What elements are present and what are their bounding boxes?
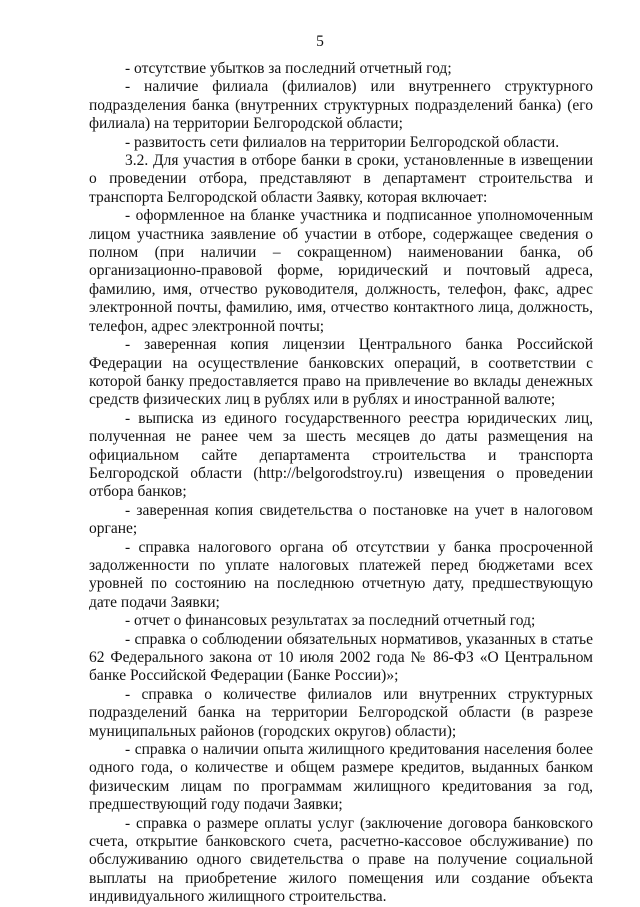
paragraph-service-fees: - справка о размере оплаты услуг (заключение договора банковского счета, открытие банковского счета, расчетно-кассовое обслуживание) по обслуживанию одного свидетельства о праве на получение социальной выплаты на приобретение жилого помещения или создание объекта индивидуального жилищного строительства. xyxy=(89,814,593,906)
paragraph-mandatory-ratios: - справка о соблюдении обязательных нормативов, указанных в статье 62 Федерального закона от 10 июля 2002 года № 86-ФЗ «О Центральном банке Российской Федерации (Банке России)»; xyxy=(89,630,593,685)
page-number: 5 xyxy=(316,33,324,50)
paragraph-lending-experience: - справка о наличии опыта жилищного кредитования населения более одного года, о количестве и общем размере кредитов, выданных банком физическим лицам по программам жилищного кредитования за год, предшествующий году подачи Заявки; xyxy=(89,741,593,814)
paragraph-financial-report: - отчет о финансовых результатах за последний отчетный год; xyxy=(125,612,536,630)
document-body xyxy=(89,60,593,907)
paragraph-license-copy: - заверенная копия лицензии Центрального банка Российской Федерации на осуществление банковских операций, в соответствии с которой банку предоставляется право на привлечение во вклады денежных средств физических лиц в рублях или в рублях и иностранной валюте; xyxy=(89,336,593,409)
paragraph-section-3-2: 3.2. Для участия в отборе банки в сроки, установленные в извещении о проведении отбора, представляют в департамент строительства и транспорта Белгородской области Заявку, которая включает: xyxy=(89,152,593,206)
paragraph-tax-debt-statement: - справка налогового органа об отсутствии у банка просроченной задолженности по уплате налоговых платежей перед бюджетами всех уровней по состоянию на последнюю отчетную дату, предшествующую дате подачи Заявки; xyxy=(89,538,593,611)
paragraph-branch-network: - развитость сети филиалов на территории Белгородской области. xyxy=(125,133,560,151)
paragraph-registry-extract: - выписка из единого государственного реестра юридических лиц, полученная не ранее чем за шесть месяцев до даты размещения на официальном сайте департамента строительства и транспорта Белгородской области (http://belgorodstroy.ru) извещения о проведении отбора банков; xyxy=(89,409,593,501)
paragraph-no-losses: - отсутствие убытков за последний отчетный год; xyxy=(125,60,452,77)
paragraph-application-form: - оформленное на бланке участника и подписанное уполномоченным лицом участника заявление об участии в отборе, содержащее сведения о полном (при наличии – сокращенном) наименовании банка, об организационно-правовой форме, юридический и почтовый адреса, фамилию, имя, отчество руководителя, должность, телефон, факс, адрес электронной почты, фамилию, имя, отчество контактного лица, должность, телефон, адрес электронной почты; xyxy=(89,207,593,335)
paragraph-branch-presence: - наличие филиала (филиалов) или внутреннего структурного подразделения банка (внутренних структурных подразделений банка) (его филиала) на территории Белгородской области; xyxy=(89,78,593,133)
paragraph-branch-count: - справка о количестве филиалов или внутренних структурных подразделений банка на территории Белгородской области (в разрезе муниципальных районов (городских округов) области); xyxy=(89,685,593,740)
paragraph-tax-certificate-copy: - заверенная копия свидетельства о постановке на учет в налоговом органе; xyxy=(89,501,593,538)
